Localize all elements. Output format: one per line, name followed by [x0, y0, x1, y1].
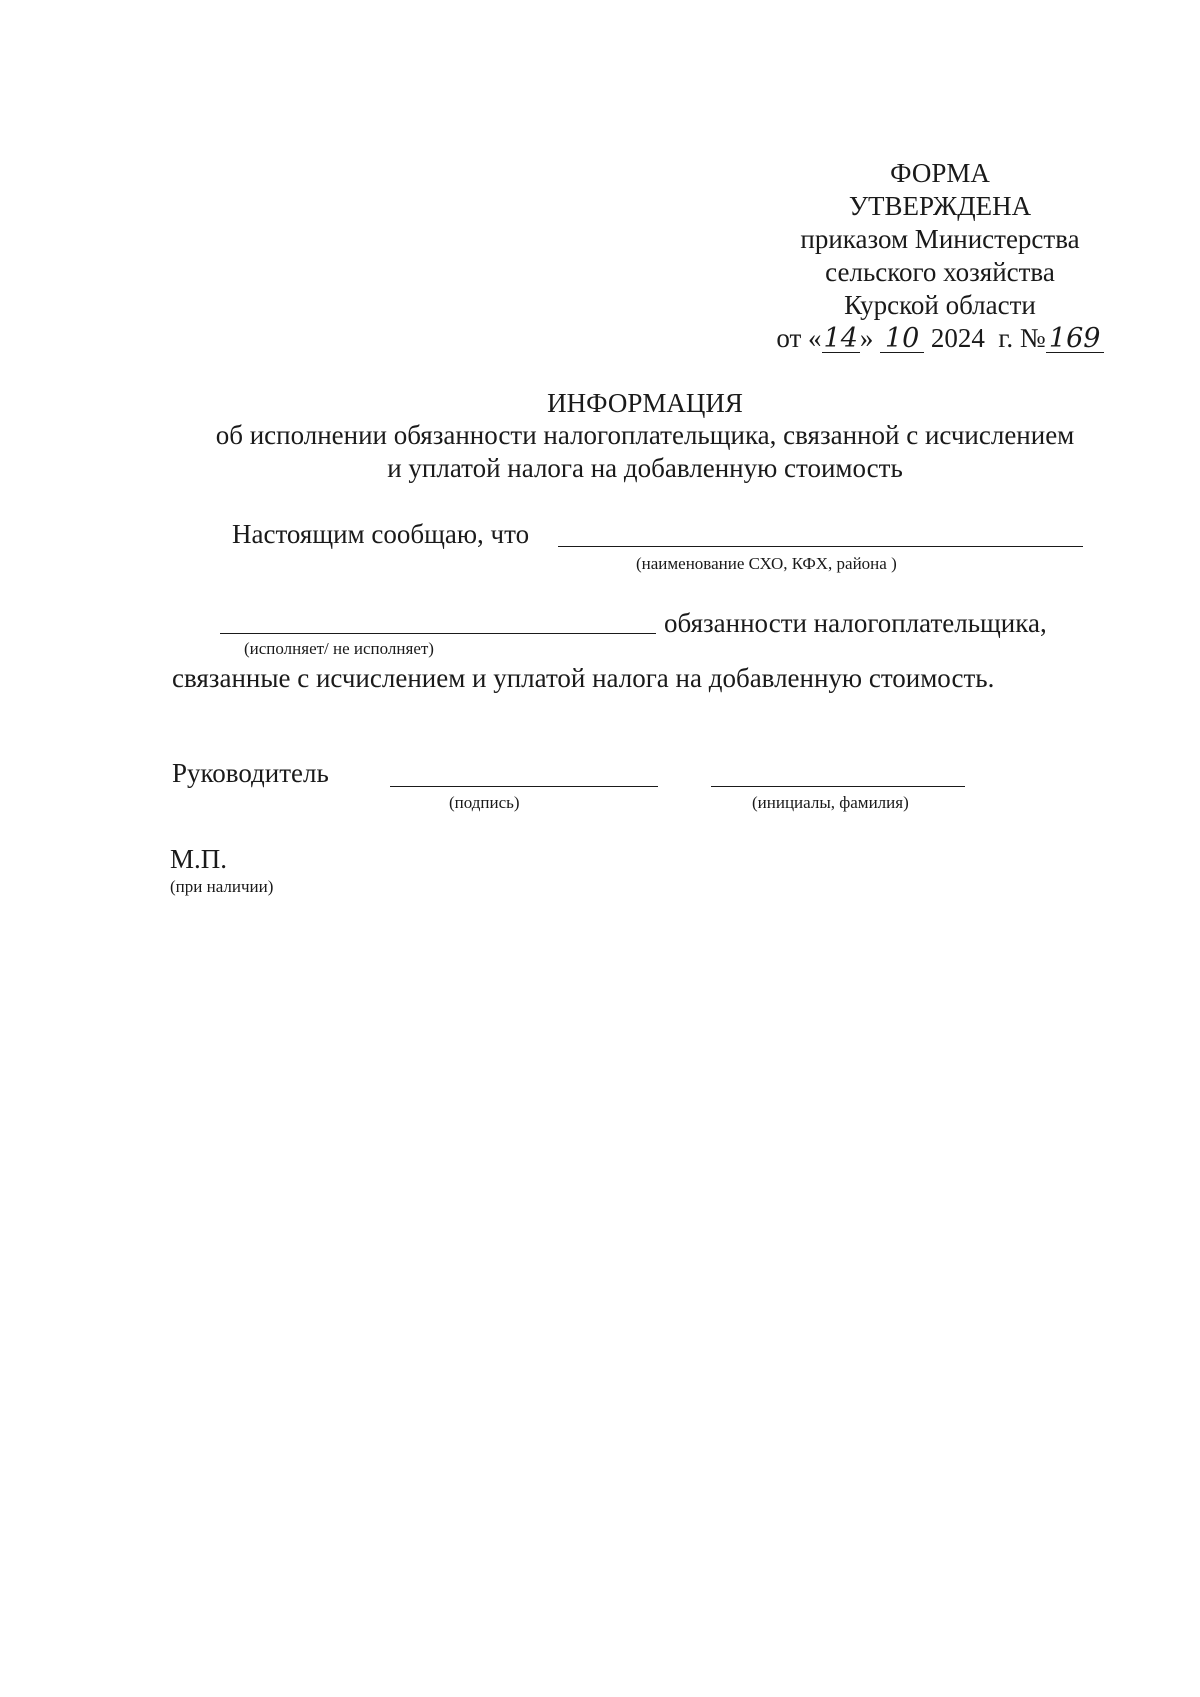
order-number-handwritten: 169	[1046, 326, 1104, 353]
approval-block	[740, 157, 1140, 355]
approval-order-line: приказом Министерства	[800, 224, 1080, 254]
report-continuation-text: связанные с исчислением и уплатой налога на добавленную стоимость.	[172, 663, 995, 693]
obligation-text: обязанности налогоплательщика,	[664, 608, 1047, 638]
name-line[interactable]	[711, 786, 965, 787]
stamp-note: (при наличии)	[170, 877, 274, 896]
obligation-status-caption: (исполняет/ не исполняет)	[244, 639, 434, 658]
signature-label: Руководитель	[172, 758, 329, 788]
signature-line[interactable]	[390, 786, 658, 787]
stamp-label: М.П.	[170, 844, 228, 874]
date-mid: »	[859, 323, 874, 353]
approval-ministry-line: сельского хозяйства	[825, 257, 1055, 287]
document-title: ИНФОРМАЦИЯ	[547, 388, 743, 418]
date-year: 2024	[930, 323, 985, 353]
document-subtitle-line-1: об исполнении обязанности налогоплательщика, связанной с исчислением	[215, 420, 1075, 450]
signature-caption: (подпись)	[449, 793, 520, 812]
entity-name-line[interactable]	[558, 546, 1083, 547]
document-subtitle-line-2: и уплатой налога на добавленную стоимость	[387, 453, 903, 483]
report-lead-text: Настоящим сообщаю, что	[232, 519, 530, 549]
approval-date-line	[740, 322, 1140, 355]
entity-name-caption: (наименование СХО, КФХ, района )	[636, 554, 897, 573]
date-month-handwritten: 10	[880, 326, 924, 353]
approval-region-line: Курской области	[844, 290, 1036, 320]
date-number-label: г. №	[998, 323, 1046, 353]
date-prefix: от «	[776, 323, 822, 353]
approval-approved-label: УТВЕРЖДЕНА	[848, 191, 1032, 221]
obligation-status-line[interactable]	[220, 633, 656, 634]
date-day-handwritten: 14	[823, 323, 858, 354]
document-title-block	[150, 387, 1140, 485]
approval-form-label: ФОРМА	[890, 158, 990, 188]
name-caption: (инициалы, фамилия)	[752, 793, 909, 812]
